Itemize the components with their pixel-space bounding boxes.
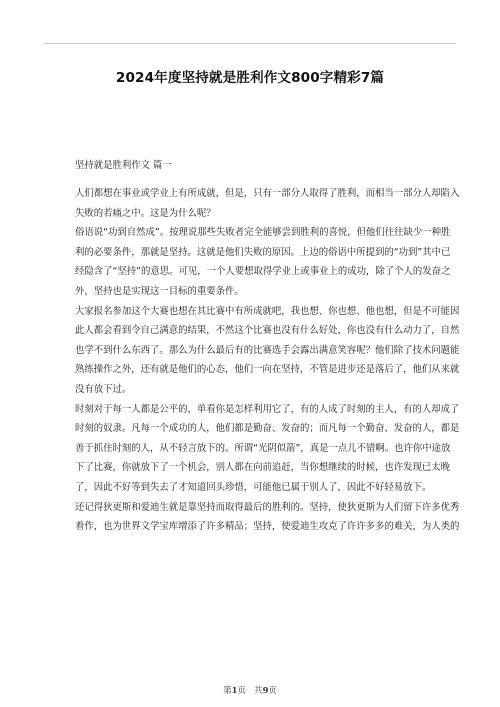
paragraph-line: 没有放下过。 <box>75 383 132 395</box>
page-footer <box>0 684 500 696</box>
paragraph-line: 此人都会看到令自己满意的结果，不然这个比赛也没有什么好处，你也没有什么动力了，自然 <box>75 325 460 337</box>
paragraph <box>75 400 460 498</box>
paragraph-line: 俗语说“功到自然成”。按理说那些失败者完全能够尝到胜利的喜悦，但他们往往缺少一种胜 <box>75 227 451 239</box>
paragraph-line: 还记得狄更斯和爱迪生就是靠坚持而取得最后的胜利的。坚持，使狄更斯为人们留下许多优秀 <box>75 501 460 513</box>
footer-middle: 页 共 <box>237 685 263 695</box>
header-rule <box>44 43 456 44</box>
paragraph-line: 熟练操作之外，还有就是他们的心态，他们一向在坚持，不管是进步还是落后了，他们从来就 <box>75 364 460 376</box>
paragraph-line: 人们都想在事业或学业上有所成就，但是，只有一部分人取得了胜利，而相当一部分人却陷入 <box>75 188 460 199</box>
footer-prefix: 第 <box>223 685 232 695</box>
footer-suffix: 页 <box>268 685 277 695</box>
footer-total-pages: 9 <box>262 685 269 695</box>
paragraph-line: 了，因此不好等到失去了才知道回头珍惜，可能他已属于别人了，因此不好轻易放下。 <box>75 481 432 493</box>
paragraph-line: 下了比赛，你就放下了一个机会，别人都在向前追赶，当你想继续的时候，也许发现已太晚 <box>75 462 451 474</box>
paragraph <box>75 184 460 223</box>
paragraph-line: 经隐含了“坚持”的意思。可见，一个人要想取得学业上或事业上的成功，除了个人的发奋之 <box>75 266 451 278</box>
paragraph-line: 也学不到什么东西了。那么为什么最后有的比赛选手会露出满意笑容呢？他们除了技术问题能 <box>75 344 460 356</box>
footer-page-number: 1 <box>231 685 238 695</box>
section-heading: 坚持就是胜利作文 篇一 <box>75 160 172 171</box>
paragraph-line: 时刻对于每一人都是公平的，单看你是怎样利用它了，有的人成了时刻的主人，有的人却成了 <box>75 403 460 415</box>
paragraph-line: 着作，也为世界文学宝库增添了许多精品；坚持，使爱迪生攻克了许许多多的难关，为人类的 <box>75 521 460 533</box>
paragraph-line: 失败的若痛之中。这是为什么呢？ <box>75 207 216 219</box>
paragraph-line: 外，坚持也是实现这一目标的重要条件。 <box>75 285 244 297</box>
paragraph <box>75 223 451 301</box>
paragraph <box>75 498 460 537</box>
paragraph-line: 善于抓住时刻的人，从不轻言放下的。所谓“光阴似箭”，真是一点儿不错啊。也许你中途放 <box>75 442 451 454</box>
paragraph-line: 大家报名参加这个大赛也想在其比赛中有所成就吧，我也想、你也想、他也想，但是不可能因 <box>75 305 460 317</box>
paragraph <box>75 302 460 400</box>
paragraph-line: 时刻的奴隶。凡每一个成功的人，他们都是勤奋、发奋的；而凡每一个勤奋、发奋的人，都是 <box>75 423 460 435</box>
document-title: 2024年度坚持就是胜利作文800字精彩7篇 <box>115 70 385 86</box>
document-body <box>75 184 460 537</box>
paragraph-line: 利的必要条件，那就是坚持。这就是他们失败的原因。上边的俗语中所提到的“功到”其中已 <box>75 246 451 258</box>
